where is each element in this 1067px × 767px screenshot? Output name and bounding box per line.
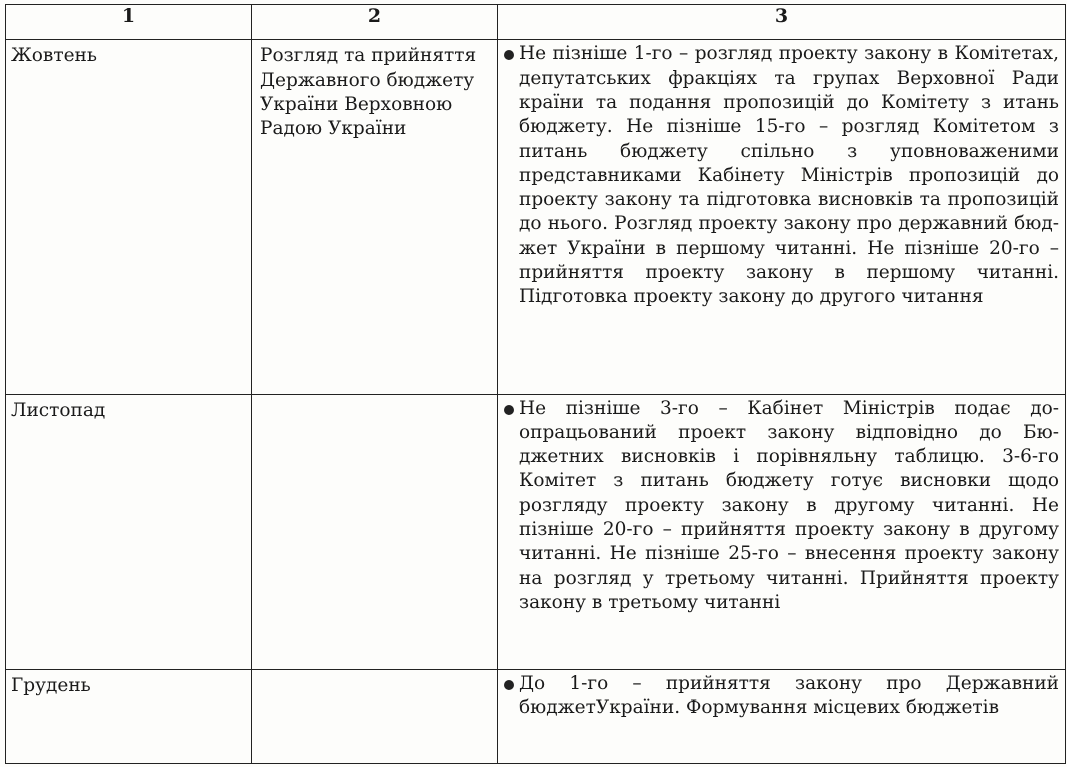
month-cell (6, 40, 252, 394)
content-cell (498, 670, 1066, 764)
stage-cell (252, 394, 498, 670)
header-col-2: 2 (252, 5, 498, 40)
content-bullet-item (498, 670, 1065, 723)
content-cell (498, 394, 1066, 670)
month-label: Жовтень (11, 45, 97, 67)
stage-cell (252, 40, 498, 394)
table-row (6, 394, 1066, 670)
content-bullet-item (498, 40, 1065, 311)
table-row (6, 670, 1066, 764)
content-text: Не пізніше 3-го – Кабінет Міністрів подає доопрацьований проект закону відповідно до Бюджетних висновків і порівняльну таблицю. 3-6-го Комітет з питань бюджету готує висновки щодо розгляду проекту закону в другому читанні. Не пізніше 20-го – прийняття проекту закону в другому читанні. Не пізніше 25-го – внесення проекту закону на розгляд у третьому читанні. Прийняття проекту закону в третьому читанні (519, 397, 1059, 613)
content-cell (498, 40, 1066, 394)
table-header-row (6, 5, 1066, 40)
month-cell (6, 670, 252, 764)
content-text: До 1-го – прийняття закону про Державний бюджетУкраїни. Формування місцевих бюджетів (519, 673, 1059, 719)
stage-label (252, 670, 497, 676)
bullet-icon (504, 405, 514, 415)
month-label: Грудень (11, 675, 91, 697)
budget-schedule-table (5, 4, 1066, 764)
month-cell (6, 394, 252, 670)
bullet-icon (504, 50, 514, 60)
header-col-3: 3 (498, 5, 1066, 40)
stage-cell (252, 670, 498, 764)
month-label: Листопад (11, 399, 106, 421)
stage-label (252, 395, 497, 401)
header-col-1: 1 (6, 5, 252, 40)
stage-label: Розгляд та прийняття Державного бюджету України Верховною Радою України (260, 45, 477, 140)
content-bullet-item (498, 395, 1065, 618)
table-row (6, 40, 1066, 394)
content-text: Не пізніше 1-го – розгляд проекту закону в Комітетах, депутатських фракціях та групах Верховної Ради країни та подання пропозицій до Комітету з итань бюджету. Не пізніше 15-го – розгляд Комітетом з питань бюджету спільно з уповноваженими представниками Кабінету Міністрів пропозицій до проекту закону та підготовка висновків та пропозицій до нього. Розгляд проекту закону про державний бюджет України в першому читанні. Не пізніше 20-го – прийняття проекту закону в першому читанні. Підготовка проекту закону до другого читання (519, 43, 1059, 308)
bullet-icon (504, 680, 514, 690)
